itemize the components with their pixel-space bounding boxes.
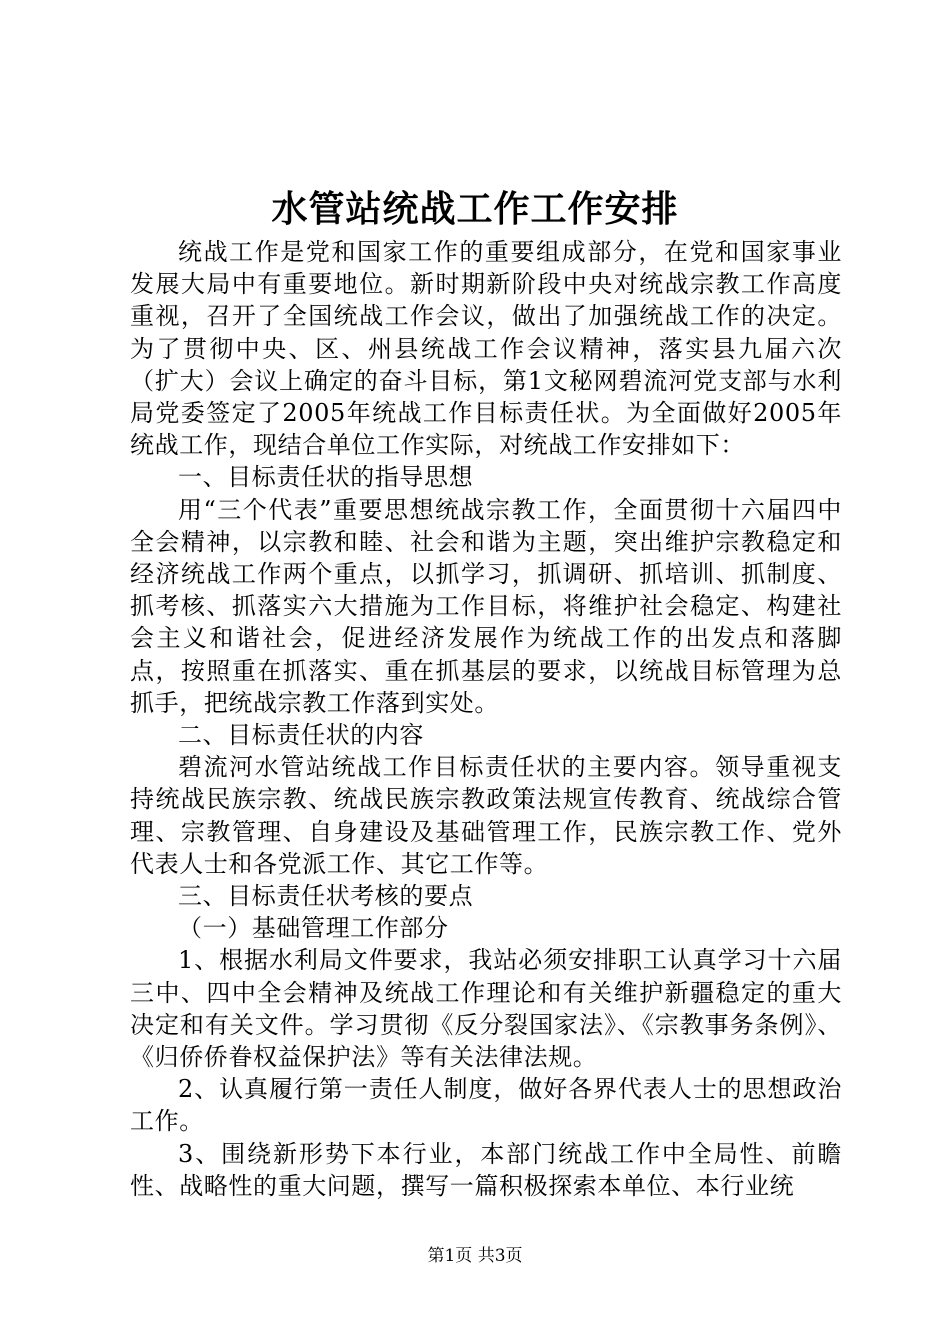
list-item-3: 3、围绕新形势下本行业，本部门统战工作中全局性、前瞻性、战略性的重大问题，撰写一篇积极探索本单位、本行业统 [130, 1139, 842, 1200]
section-heading-2: 二、目标责任状的内容 [178, 721, 424, 750]
list-item-1: 1、根据水利局文件要求，我站必须安排职工认真学习十六届三中、四中全会精神及统战工作理论和有关维护新疆稳定的重大决定和有关文件。学习贯彻《反分裂国家法》、《宗教事务条例》、《归侨侨眷权益保护法》等有关法律法规。 [130, 946, 842, 1072]
section-heading-1: 一、目标责任状的指导思想 [178, 463, 474, 492]
document-body [130, 236, 842, 1202]
section-heading-3: 三、目标责任状考核的要点 [178, 882, 474, 911]
subsection-heading-1: （一）基础管理工作部分 [178, 914, 449, 943]
paragraph-intro: 统战工作是党和国家工作的重要组成部分，在党和国家事业发展大局中有重要地位。新时期新阶段中央对统战宗教工作高度重视，召开了全国统战工作会议，做出了加强统战工作的决定。为了贯彻中央、区、州县统战工作会议精神，落实县九届六次（扩大）会议上确定的奋斗目标，第1文秘网碧流河党支部与水利局党委签定了2005年统战工作目标责任状。为全面做好2005年统战工作，现结合单位工作实际，对统战工作安排如下： [130, 238, 842, 460]
paragraph-contents: 碧流河水管站统战工作目标责任状的主要内容。领导重视支持统战民族宗教、统战民族宗教政策法规宣传教育、统战综合管理、宗教管理、自身建设及基础管理工作，民族宗教工作、党外代表人士和各党派工作、其它工作等。 [130, 753, 842, 878]
list-item-2: 2、认真履行第一责任人制度，做好各界代表人士的思想政治工作。 [130, 1075, 842, 1136]
document-title: 水管站统战工作工作安排 [271, 188, 679, 230]
page-number-footer: 第1页 共3页 [427, 1246, 523, 1266]
paragraph-guiding-thought: 用“三个代表”重要思想统战宗教工作，全面贯彻十六届四中全会精神，以宗教和睦、社会和谐为主题，突出维护宗教稳定和经济统战工作两个重点，以抓学习，抓调研、抓培训、抓制度、抓考核、抓落实六大措施为工作目标，将维护社会稳定、构建社会主义和谐社会，促进经济发展作为统战工作的出发点和落脚点，按照重在抓落实、重在抓基层的要求，以统战目标管理为总抓手，把统战宗教工作落到实处。 [130, 495, 842, 717]
